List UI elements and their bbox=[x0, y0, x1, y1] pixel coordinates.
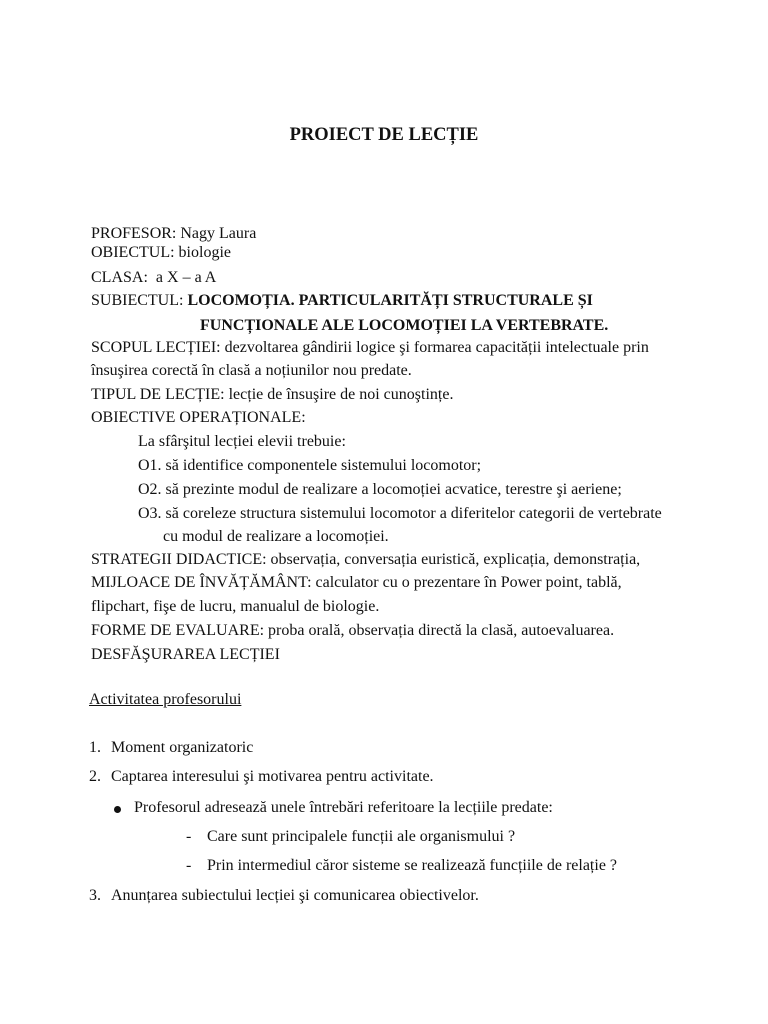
clasa-label: CLASA: bbox=[91, 269, 148, 286]
bullet-dot-icon bbox=[114, 806, 121, 813]
tipul-value: lecție de însuşire de noi cunoştințe. bbox=[228, 386, 454, 403]
activitatea-heading: Activitatea profesorului bbox=[89, 691, 242, 708]
question-2: Prin intermediul căror sisteme se realizează funcțiile de relație ? bbox=[207, 857, 618, 874]
scopul-line1: dezvoltarea gândirii logice şi formarea capacității intelectuale prin bbox=[224, 339, 649, 356]
forme-label: FORME DE EVALUARE: bbox=[91, 622, 265, 639]
obiectul-value: biologie bbox=[178, 244, 231, 261]
document-title: PROIECT DE LECȚIE bbox=[289, 125, 479, 145]
subiectul-line1: LOCOMOȚIA. PARTICULARITĂȚI STRUCTURALE ȘI bbox=[187, 292, 593, 309]
question-1: Care sunt principalele funcții ale organismului ? bbox=[207, 828, 516, 845]
objectives-heading: OBIECTIVE OPERAȚIONALE: bbox=[91, 409, 306, 426]
clasa-line bbox=[91, 268, 216, 288]
subiectul-label: SUBIECTUL: bbox=[91, 292, 184, 309]
step-3: Anunțarea subiectului lecției şi comunicarea obiectivelor. bbox=[111, 887, 479, 904]
desfasurarea-heading: DESFĂŞURAREA LECȚIEI bbox=[91, 646, 280, 663]
strategii-line bbox=[91, 550, 640, 570]
objective-o2: O2. să prezinte modul de realizare a locomoției acvatice, terestre şi aeriene; bbox=[138, 481, 622, 498]
strategii-value: observația, conversația euristică, explicația, demonstrația, bbox=[270, 551, 641, 568]
mijloace-line1: calculator cu o prezentare în Power point, tablă, bbox=[315, 574, 622, 591]
scopul-label: SCOPUL LECȚIEI: bbox=[91, 339, 221, 356]
subiectul-line2-text: FUNCȚIONALE ALE LOCOMOȚIEI LA VERTEBRATE. bbox=[200, 317, 609, 334]
step-1-number: 1. bbox=[89, 739, 101, 756]
mijloace-label: MIJLOACE DE ÎNVĂȚĂMÂNT: bbox=[91, 574, 312, 591]
objective-o3: O3. să coreleze structura sistemului locomotor a diferitelor categorii de vertebrate bbox=[138, 505, 662, 522]
question-2-dash: - bbox=[186, 857, 192, 874]
profesor-label: PROFESOR: bbox=[91, 225, 177, 242]
subiectul-line bbox=[91, 291, 593, 311]
profesor-value: Nagy Laura bbox=[180, 225, 257, 242]
bullet-item: Profesorul adresează unele întrebări referitoare la lecțiile predate: bbox=[134, 799, 553, 816]
profesor-line bbox=[91, 224, 256, 244]
tipul-label: TIPUL DE LECȚIE: bbox=[91, 386, 225, 403]
mijloace-line bbox=[91, 573, 622, 593]
step-3-number: 3. bbox=[89, 887, 101, 904]
clasa-value: a X – a A bbox=[155, 269, 217, 286]
scopul-line2: însuşirea corectă în clasă a noțiunilor nou predate. bbox=[91, 362, 412, 379]
step-1: Moment organizatoric bbox=[111, 739, 254, 756]
scopul-line bbox=[91, 338, 649, 358]
objective-o1: O1. să identifice componentele sistemului locomotor; bbox=[138, 457, 482, 474]
objectives-intro: La sfârşitul lecției elevii trebuie: bbox=[138, 433, 346, 450]
objective-o3-cont: cu modul de realizare a locomoției. bbox=[163, 528, 389, 545]
forme-line bbox=[91, 621, 614, 641]
step-2-number: 2. bbox=[89, 768, 101, 785]
forme-value: proba orală, observația directă la clasă, autoevaluarea. bbox=[268, 622, 615, 639]
tipul-line bbox=[91, 385, 453, 405]
step-2: Captarea interesului şi motivarea pentru activitate. bbox=[111, 768, 434, 785]
obiectul-label: OBIECTUL: bbox=[91, 244, 175, 261]
subiectul-line2 bbox=[200, 316, 608, 336]
obiectul-line bbox=[91, 243, 231, 263]
strategii-label: STRATEGII DIDACTICE: bbox=[91, 551, 267, 568]
mijloace-line2: flipchart, fişe de lucru, manualul de biologie. bbox=[91, 598, 380, 615]
question-1-dash: - bbox=[186, 828, 192, 845]
